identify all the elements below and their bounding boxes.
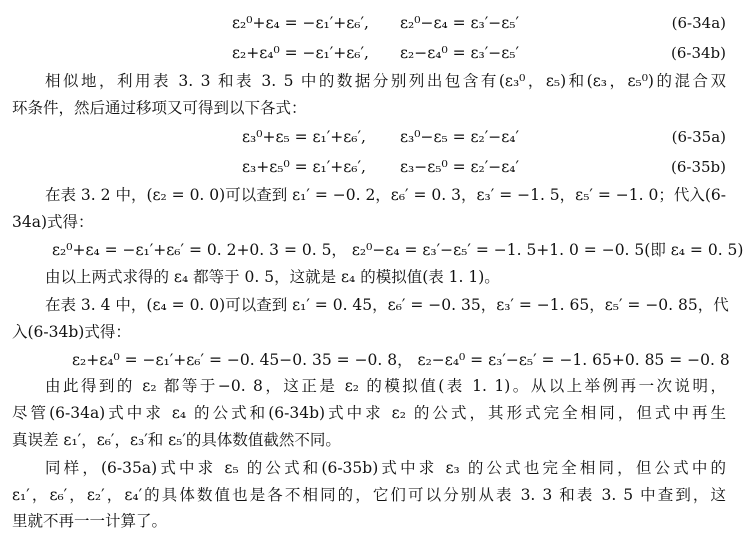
equation-number: (6-34a) [671,14,726,32]
equation-left: ε₂⁰+ε₄ = −ε₁′+ε₆′, [232,14,369,32]
paragraph-line: 入(6-34b)式得： [12,323,131,341]
equation-left: ε₃⁰+ε₅ = ε₁′+ε₆′, [242,128,366,146]
equation-right: ε₃⁰−ε₅ = ε₂′−ε₄′ [400,128,520,146]
paragraph-line: 同样，(6-35a)式中求 ε₅ 的公式和(6-35b)式中求 ε₃ 的公式也完全相同，但公式中的 [45,459,726,477]
equation-6-35b [0,154,756,181]
paragraph-line: 在表 3. 2 中，(ε₂ = 0. 0)可以查到 ε₁′ = −0. 2，ε₆′ = 0. 3，ε₃′ = −1. 5，ε₅′ = −1. 0；代入(6- [45,186,726,204]
paragraph-line: 里就不再一一计算了。 [12,512,168,530]
equation-6-35a [0,124,756,151]
equation-number: (6-34b) [670,44,726,62]
equation-6-34b [0,40,756,67]
equation-right: ε₃−ε₅⁰ = ε₂′−ε₄′ [400,158,520,176]
equation-number: (6-35b) [670,158,726,176]
equation-left: ε₂+ε₄⁰ = −ε₁′+ε₆′, [232,44,369,62]
paragraph-line: 相似地，利用表 3. 3 和表 3. 5 中的数据分别列出包含有(ε₃⁰，ε₅)和(ε₃，ε₅⁰)的混合双 [45,72,726,90]
calculation-line: ε₂+ε₄⁰ = −ε₁′+ε₆′ = −0. 45−0. 35 = −0. 8， ε₂−ε₄⁰ = ε₃′−ε₅′ = −1. 65+0. 85 = −0. 8 [72,351,730,369]
paragraph-line: 环条件，然后通过移项又可得到以下各式： [12,99,307,117]
equation-number: (6-35a) [671,128,726,146]
paragraph-line: 尽管(6-34a)式中求 ε₄ 的公式和(6-34b)式中求 ε₂ 的公式，其形式完全相同，但式中再生 [12,404,726,422]
calculation-line: ε₂⁰+ε₄ = −ε₁′+ε₆′ = 0. 2+0. 3 = 0. 5， ε₂⁰−ε₄ = ε₃′−ε₅′ = −1. 5+1. 0 = −0. 5(即 ε₄ = 0. 5) [52,241,744,259]
equation-right: ε₂−ε₄⁰ = ε₃′−ε₅′ [400,44,520,62]
equation-6-34a [0,10,756,37]
equation-right: ε₂⁰−ε₄ = ε₃′−ε₅′ [400,14,520,32]
equation-left: ε₃+ε₅⁰ = ε₁′+ε₆′, [242,158,366,176]
paragraph-line: 由以上两式求得的 ε₄ 都等于 0. 5，这就是 ε₄ 的模拟值(表 1. 1)。 [45,268,500,286]
paragraph-line: 在表 3. 4 中，(ε₄ = 0. 0)可以查到 ε₁′ = 0. 45，ε₆′ = −0. 35，ε₃′ = −1. 65，ε₅′ = −0. 85，代 [45,296,729,314]
paragraph-line: ε₁′，ε₆′，ε₂′，ε₄′的具体数值也是各不相同的，它们可以分别从表 3. 3 和表 3. 5 中查到，这 [12,486,726,504]
paragraph-line: 由此得到的 ε₂ 都等于−0. 8，这正是 ε₂ 的模拟值(表 1. 1)。从以上举例再一次说明， [45,377,726,395]
paragraph-line: 真误差 ε₁′，ε₆′，ε₃′和 ε₅′的具体数值截然不同。 [12,431,341,449]
paragraph-line: 34a)式得： [12,213,94,231]
